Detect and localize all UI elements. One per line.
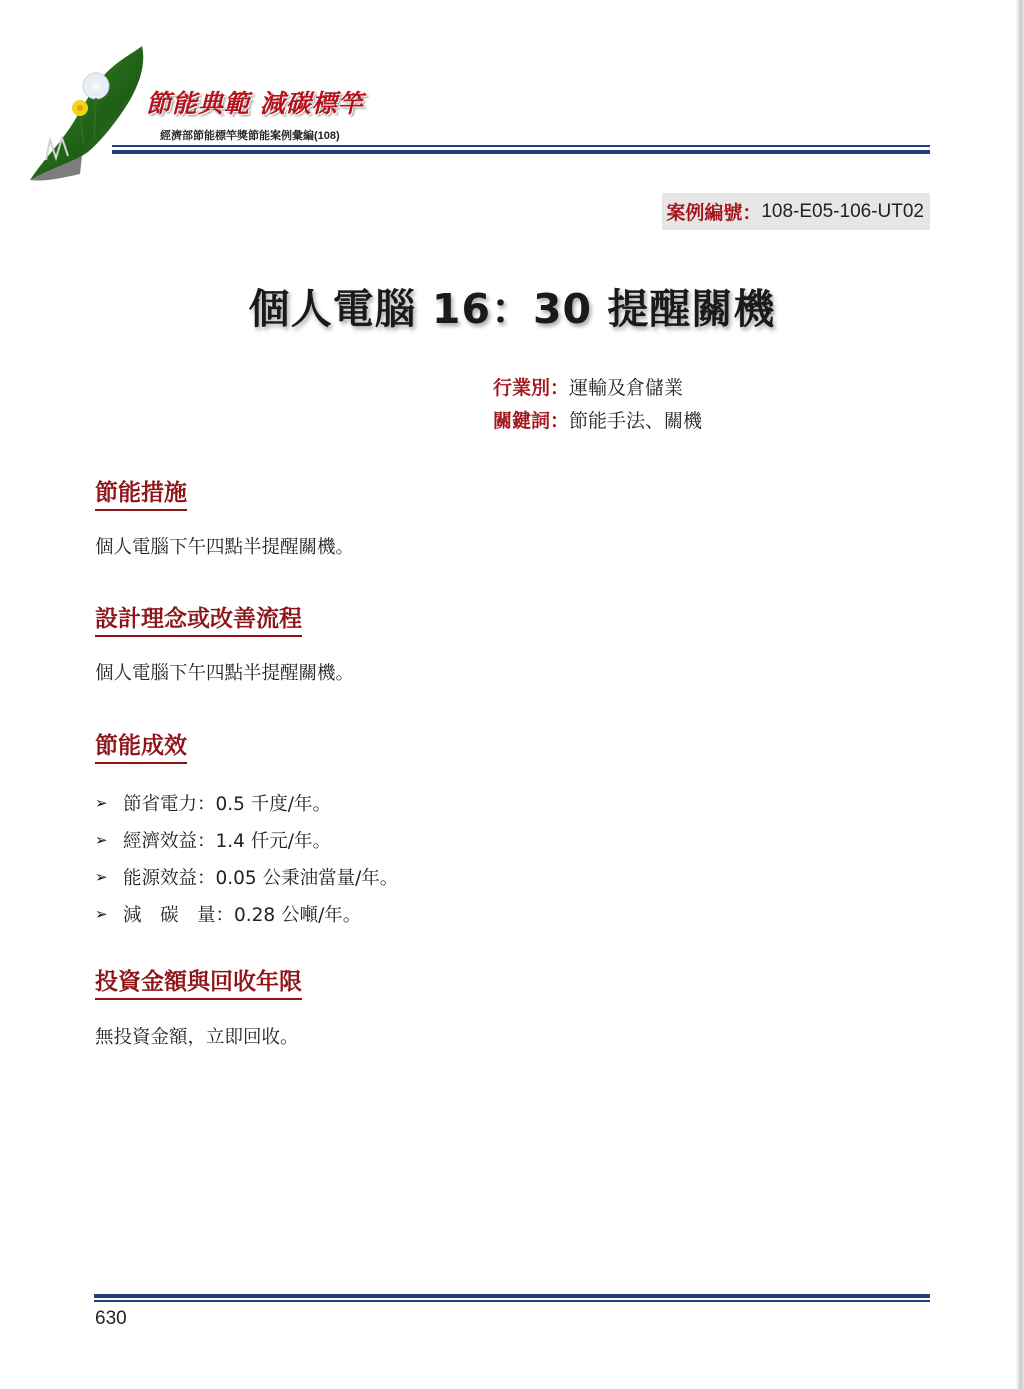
case-number-box xyxy=(662,193,930,230)
result-text: 節省電力：0.5 千度/年。 xyxy=(123,793,332,815)
case-number-value: 108-E05-106-UT02 xyxy=(761,200,924,222)
page-number: 630 xyxy=(95,1308,127,1329)
page-edge-shadow xyxy=(1016,0,1024,1389)
footer-rule xyxy=(94,1294,930,1302)
industry-row xyxy=(493,372,702,405)
industry-label: 行業別： xyxy=(493,377,570,399)
section-heading-investment: 投資金額與回收年限 xyxy=(95,963,302,1000)
brand-subtitle: 經濟部節能標竿獎節能案例彙編(108) xyxy=(160,130,340,142)
section-heading-measures: 節能措施 xyxy=(95,474,187,511)
result-text: 經濟效益：1.4 仟元/年。 xyxy=(123,830,332,852)
section-text-measures: 個人電腦下午四點半提醒關機。 xyxy=(95,537,355,558)
arrow-bullet-icon: ➢ xyxy=(95,830,108,849)
document-title: 個人電腦 16：30 提醒關機 xyxy=(248,285,776,333)
arrow-bullet-icon: ➢ xyxy=(95,793,108,812)
section-text-investment: 無投資金額，立即回收。 xyxy=(95,1027,299,1048)
industry-value: 運輸及倉儲業 xyxy=(569,377,684,399)
keywords-label: 關鍵詞： xyxy=(493,410,570,432)
list-item xyxy=(95,821,398,858)
section-heading-design: 設計理念或改善流程 xyxy=(95,600,302,637)
brand-title: 節能典範 減碳標竿 xyxy=(146,89,364,118)
list-item xyxy=(95,895,398,932)
results-list xyxy=(95,784,398,932)
header-rule xyxy=(112,145,930,154)
list-item xyxy=(95,784,398,821)
arrow-bullet-icon: ➢ xyxy=(95,904,108,923)
result-text: 能源效益：0.05 公秉油當量/年。 xyxy=(123,867,399,889)
case-number-label: 案例編號： xyxy=(666,202,762,224)
section-heading-results: 節能成效 xyxy=(95,727,187,764)
result-text: 減 碳 量：0.28 公噸/年。 xyxy=(123,904,362,926)
case-meta xyxy=(493,372,702,438)
section-text-design: 個人電腦下午四點半提醒關機。 xyxy=(95,663,355,684)
arrow-bullet-icon: ➢ xyxy=(95,867,108,886)
keywords-value: 節能手法、關機 xyxy=(569,410,703,432)
list-item xyxy=(95,858,398,895)
keywords-row xyxy=(493,405,702,438)
